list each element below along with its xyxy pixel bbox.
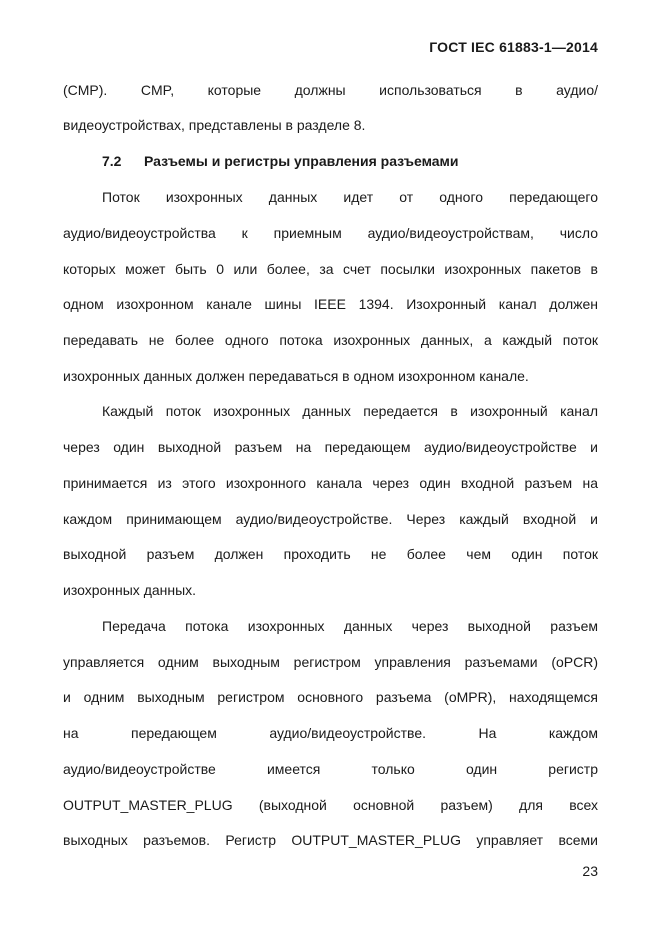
- section-title: Разъемы и регистры управления разъемами: [144, 153, 459, 169]
- section-heading: [102, 152, 459, 170]
- text-line: видеоустройствах, представлены в разделе 8.: [63, 117, 366, 133]
- page-number: 23: [582, 863, 598, 879]
- section-number: 7.2: [102, 153, 122, 169]
- text-line: каждом принимающем аудио/видеоустройстве. Через каждый входной и: [63, 511, 598, 527]
- text-line: через один выходной разъем на передающем аудио/видеоустройстве и: [63, 439, 598, 455]
- text-line: аудио/видеоустройстве имеется только один регистр: [63, 761, 598, 777]
- text-line: управляется одним выходным регистром управления разъемами (oPCR): [63, 654, 598, 670]
- text-line: одном изохронном канале шины IEEE 1394. Изохронный канал должен: [63, 296, 598, 312]
- document-header: ГОСТ IEC 61883-1—2014: [429, 39, 598, 55]
- text-line: на передающем аудио/видеоустройстве. На каждом: [63, 725, 598, 741]
- text-line: выходной разъем должен проходить не более чем один поток: [63, 546, 598, 562]
- text-line: изохронных данных должен передаваться в одном изохронном канале.: [63, 368, 529, 384]
- text-line: Поток изохронных данных идет от одного передающего: [102, 189, 598, 205]
- text-line: изохронных данных.: [63, 582, 197, 598]
- text-line: OUTPUT_MASTER_PLUG (выходной основной разъем) для всех: [63, 797, 598, 813]
- text-line: аудио/видеоустройства к приемным аудио/видеоустройствам, число: [63, 225, 598, 241]
- text-line: выходных разъемов. Регистр OUTPUT_MASTER_PLUG управляет всеми: [63, 832, 598, 848]
- text-line: которых может быть 0 или более, за счет посылки изохронных пакетов в: [63, 261, 598, 277]
- text-line: и одним выходным регистром основного разъема (oMPR), находящемся: [63, 689, 598, 705]
- text-line: принимается из этого изохронного канала через один входной разъем на: [63, 475, 598, 491]
- text-line: передавать не более одного потока изохронных данных, а каждый поток: [63, 332, 598, 348]
- text-line: Передача потока изохронных данных через выходной разъем: [102, 618, 598, 634]
- text-line: (CMP). CMP, которые должны использоваться в аудио/: [63, 82, 598, 98]
- text-line: Каждый поток изохронных данных передается в изохронный канал: [102, 403, 598, 419]
